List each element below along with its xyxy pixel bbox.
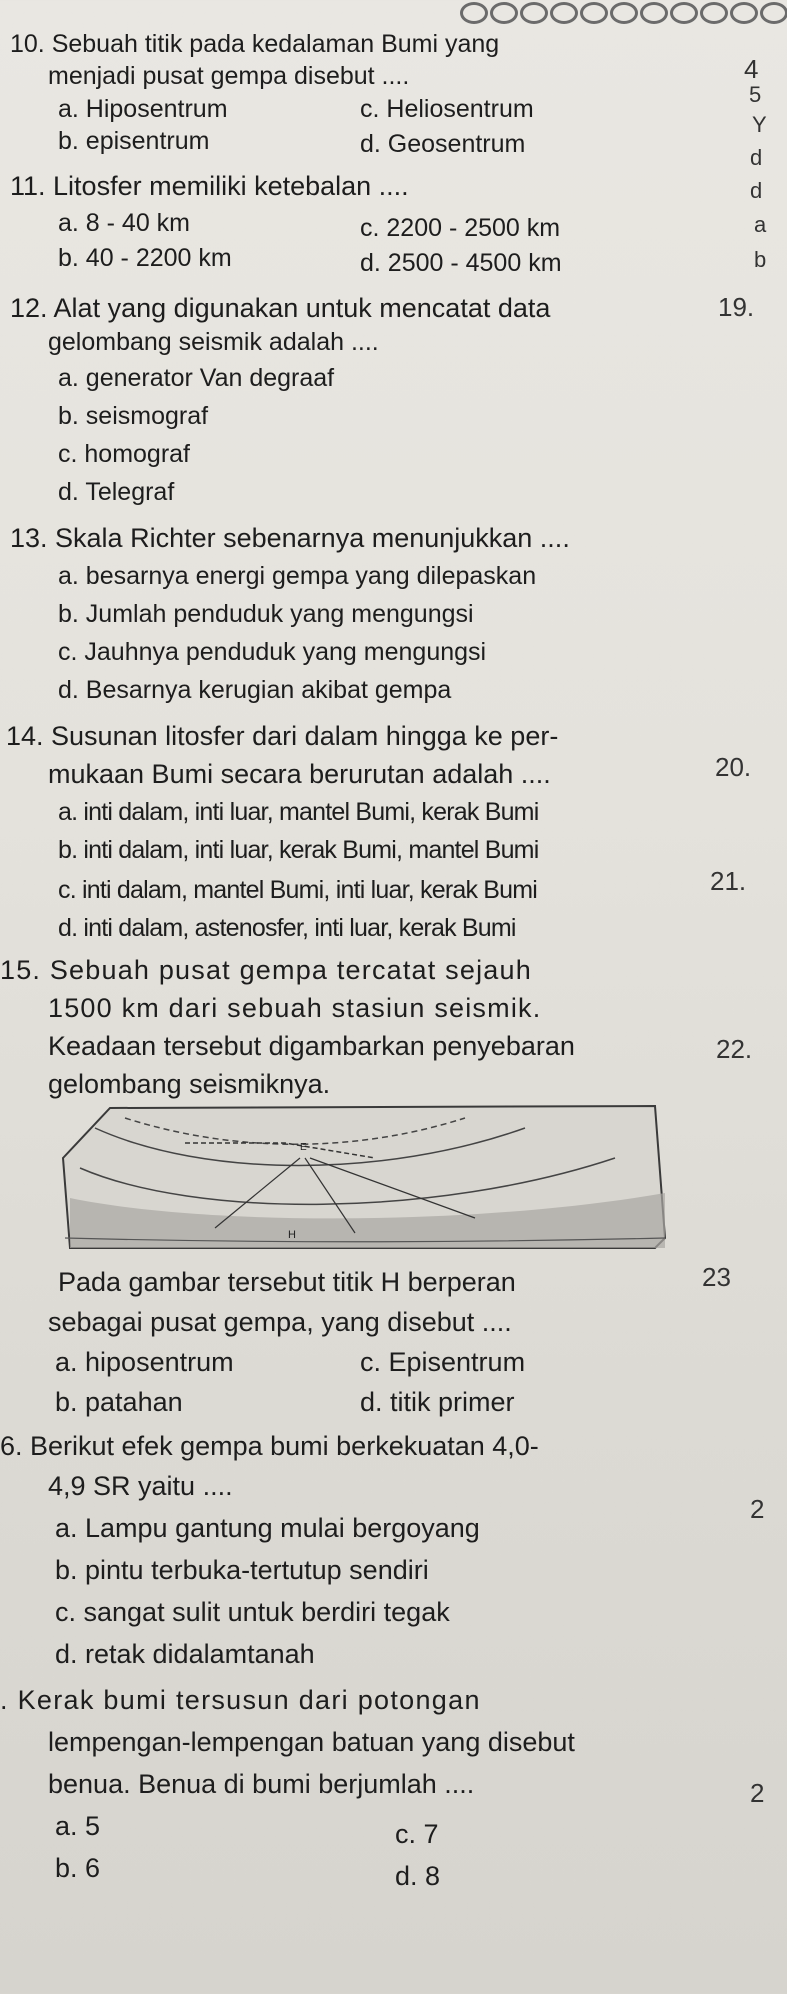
- question-10-option-c: c. Heliosentrum: [360, 95, 534, 123]
- question-13-option-c: c. Jauhnya penduduk yang mengungsi: [58, 638, 487, 666]
- edge-fragment: d: [750, 145, 763, 170]
- question-10-stem: 10. Sebuah titik pada kedalaman Bumi yang: [10, 30, 500, 58]
- question-17-option-a: a. 5: [55, 1811, 101, 1841]
- question-15-option-c: c. Episentrum: [360, 1347, 526, 1377]
- question-16-stem: 6. Berikut efek gempa bumi berkekuatan 4,0-: [0, 1431, 539, 1461]
- question-12-option-c: c. homograf: [58, 440, 191, 468]
- question-11-option-a: a. 8 - 40 km: [58, 209, 190, 237]
- question-14-stem: 14. Susunan litosfer dari dalam hingga ke per-: [6, 721, 559, 751]
- edge-fragment: Y: [752, 112, 767, 137]
- question-16-stem-cont: 4,9 SR yaitu ....: [48, 1471, 233, 1501]
- question-17-stem-cont: lempengan-lempengan batuan yang disebut: [48, 1727, 575, 1757]
- question-16-option-a: a. Lampu gantung mulai bergoyang: [55, 1513, 480, 1543]
- edge-fragment: 4: [744, 54, 759, 84]
- question-15-stem-line2: 1500 km dari sebuah stasiun seismik.: [48, 993, 542, 1023]
- question-16-option-b: b. pintu terbuka-tertutup sendiri: [55, 1555, 429, 1585]
- edge-fragment: d: [750, 178, 763, 203]
- question-12-stem-cont: gelombang seismik adalah ....: [48, 328, 379, 356]
- question-14-option-c: c. inti dalam, mantel Bumi, inti luar, kerak Bumi: [58, 876, 538, 904]
- question-10-option-b: b. episentrum: [58, 127, 210, 155]
- question-14-option-b: b. inti dalam, inti luar, kerak Bumi, mantel Bumi: [58, 836, 539, 864]
- edge-fragment: 2: [750, 1778, 765, 1808]
- question-11-option-b: b. 40 - 2200 km: [58, 244, 232, 272]
- question-12-option-b: b. seismograf: [58, 402, 209, 430]
- question-17-option-d: d. 8: [395, 1861, 441, 1891]
- question-14-option-d: d. inti dalam, astenosfer, inti luar, kerak Bumi: [58, 914, 516, 942]
- question-10-stem-cont: menjadi pusat gempa disebut ....: [48, 62, 410, 90]
- question-11-option-d: d. 2500 - 4500 km: [360, 249, 562, 277]
- question-13-option-d: d. Besarnya kerugian akibat gempa: [58, 676, 452, 704]
- question-15-after-figure: Pada gambar tersebut titik H berperan: [58, 1267, 516, 1297]
- edge-fragment: 2: [750, 1494, 765, 1524]
- question-15-option-b: b. patahan: [55, 1387, 183, 1417]
- figure-label-e: E: [300, 1142, 307, 1153]
- question-12-stem: 12. Alat yang digunakan untuk mencatat data: [10, 293, 551, 323]
- question-15-option-d: d. titik primer: [360, 1387, 515, 1417]
- edge-fragment: b: [754, 247, 767, 272]
- question-17-option-c: c. 7: [395, 1819, 439, 1849]
- question-11-option-c: c. 2200 - 2500 km: [360, 214, 561, 242]
- figure-label-h: H: [288, 1229, 296, 1241]
- question-13-option-a: a. besarnya energi gempa yang dilepaskan: [58, 562, 537, 590]
- question-15-stem-line3: Keadaan tersebut digambarkan penyebaran: [48, 1031, 575, 1061]
- question-17-option-b: b. 6: [55, 1853, 101, 1883]
- question-16-option-c: c. sangat sulit untuk berdiri tegak: [55, 1597, 450, 1627]
- question-15-after-figure-cont: sebagai pusat gempa, yang disebut ....: [48, 1307, 512, 1337]
- question-10-option-d: d. Geosentrum: [360, 130, 526, 158]
- question-10-option-a: a. Hiposentrum: [58, 95, 228, 123]
- question-12-option-d: d. Telegraf: [58, 478, 175, 506]
- question-13-stem: 13. Skala Richter sebenarnya menunjukkan ....: [10, 523, 570, 553]
- question-14-option-a: a. inti dalam, inti luar, mantel Bumi, kerak Bumi: [58, 798, 539, 826]
- edge-fragment: a: [754, 212, 767, 237]
- spiral-binding: [460, 0, 787, 22]
- question-12-option-a: a. generator Van degraaf: [58, 364, 335, 392]
- question-17-stem-line3: benua. Benua di bumi berjumlah ....: [48, 1769, 475, 1799]
- edge-fragment: 21.: [710, 866, 747, 896]
- edge-fragment: 19.: [718, 292, 755, 322]
- question-16-option-d: d. retak didalamtanah: [55, 1639, 315, 1669]
- edge-fragment: 23: [702, 1262, 731, 1292]
- question-15-stem-line4: gelombang seismiknya.: [48, 1069, 331, 1099]
- question-15-option-a: a. hiposentrum: [55, 1347, 234, 1377]
- edge-fragment: 20.: [715, 752, 752, 782]
- seismic-wave-figure: [55, 1098, 675, 1253]
- question-13-option-b: b. Jumlah penduduk yang mengungsi: [58, 600, 474, 628]
- question-17-stem: . Kerak bumi tersusun dari potongan: [0, 1685, 481, 1715]
- question-11-stem: 11. Litosfer memiliki ketebalan ....: [10, 171, 409, 201]
- edge-fragment: 5: [749, 82, 762, 107]
- edge-fragment: 22.: [716, 1034, 753, 1064]
- question-14-stem-cont: mukaan Bumi secara berurutan adalah ....: [48, 759, 551, 789]
- question-15-stem: 15. Sebuah pusat gempa tercatat sejauh: [0, 955, 532, 985]
